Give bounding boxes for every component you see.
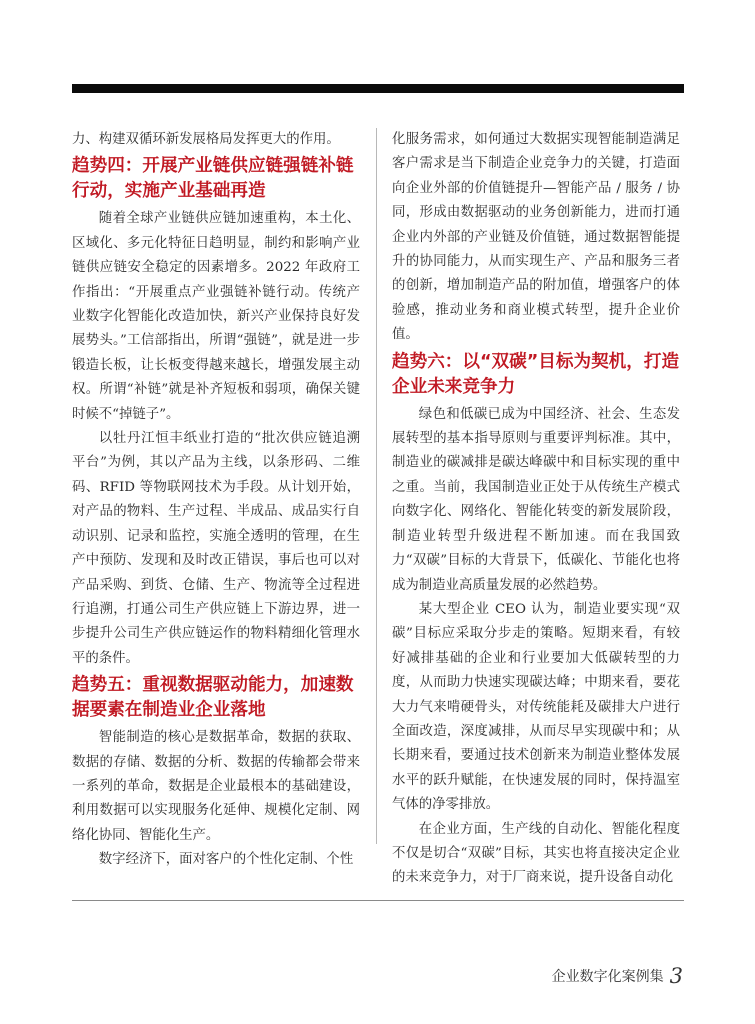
column-divider xyxy=(376,128,377,844)
paragraph: 数字经济下，面对客户的个性化定制、个性 xyxy=(98,852,354,868)
section-heading-trend-6: 趋势六：以“双碳”目标为契机，打造企业未来竞争力 xyxy=(392,351,680,397)
footer-rule xyxy=(72,900,684,901)
paragraph: 在企业方面，生产线的自动化、智能化程度不仅是切合“双碳”目标，其实也将直接决定企业的未来竞争力，对于厂商来说，提升设备自动化 xyxy=(392,821,680,886)
right-column xyxy=(392,128,680,891)
header-rule xyxy=(72,84,684,93)
footer-title: 企业数字化案例集 xyxy=(551,969,664,985)
paragraph: 智能制造的核心是数据革命，数据的获取、数据的存储、数据的分析、数据的传输都会带来一系列的革命，数据是企业最根本的基础建设，利用数据可以实现服务化延伸、规模化定制、网络化协同、智能化生产。 xyxy=(72,730,360,843)
left-column xyxy=(72,128,360,873)
section-heading-trend-5: 趋势五：重视数据驱动能力，加速数据要素在制造业企业落地 xyxy=(72,675,354,721)
paragraph: 力、构建双循环新发展格局发挥更大的作用。 xyxy=(72,132,340,147)
paragraph: 绿色和低碳已成为中国经济、社会、生态发展转型的基本指导原则与重要评判标准。其中，制造业的碳减排是碳达峰碳中和目标实现的重中之重。当前，我国制造业正处于从传统生产模式向数字化、网络化、智能化转变的新发展阶段，制造业转型升级进程不断加速。而在我国致力“双碳”目标的大背景下，低碳化、节能化也将成为制造业高质量发展的必然趋势。 xyxy=(392,406,680,593)
paragraph: 某大型企业 CEO 认为，制造业要实现“双碳”目标应采取分步走的策略。短期来看，有较好减排基础的企业和行业要加大低碳转型的力度，从而助力快速实现碳达峰；中期来看，要花大力气来啃硬骨头，对传统能耗及碳排大户进行全面改造，深度减排，从而尽早实现碳中和；从长期来看，要通过技术创新来为制造业整体发展水平的跃升赋能，在快速发展的同时，保持温室气体的净零排放。 xyxy=(392,601,680,813)
paragraph: 随着全球产业链供应链加速重构，本土化、区域化、多元化特征日趋明显，制约和影响产业链供应链安全稳定的因素增多。2022 年政府工作指出：“开展重点产业强链补链行动。传统产业数字化智能化改造加快，新兴产业保持良好发展势头。”工信部指出，所谓“强链”，就是进一步锻造长板，让长板变得越来越长，增强发展主动权。所谓“补链”就是补齐短板和弱项，确保关键时候不“掉链子”。 xyxy=(72,211,360,422)
paragraph: 以牡丹江恒丰纸业打造的“批次供应链追溯平台”为例，其以产品为主线，以条形码、二维码、RFID 等物联网技术为手段。从计划开始，对产品的物料、生产过程、半成品、成品实行自动识别、记录和监控，实施全透明的管理，在生产中预防、发现和及时改正错误，事后也可以对产品采购、到货、仓储、生产、物流等全过程进行追溯，打通公司生产供应链上下游边界，进一步提升公司生产供应链运作的物料精细化管理水平的条件。 xyxy=(72,431,360,666)
paragraph: 化服务需求，如何通过大数据实现智能制造满足客户需求是当下制造企业竞争力的关键，打造面向企业外部的价值链提升—智能产品 / 服务 / 协同，形成由数据驱动的业务创新能力，进而打通企业内外部的产业链及价值链，通过数据智能提升的协同能力，从而实现生产、产品和服务三者的创新，增加制造产品的附加值，增强客户的体验感，推动业务和商业模式转型，提升企业价值。 xyxy=(392,132,680,343)
page-number: 3 xyxy=(669,964,683,988)
section-heading-trend-4: 趋势四：开展产业链供应链强链补链行动，实施产业基础再造 xyxy=(72,156,354,202)
page-footer xyxy=(552,964,683,988)
